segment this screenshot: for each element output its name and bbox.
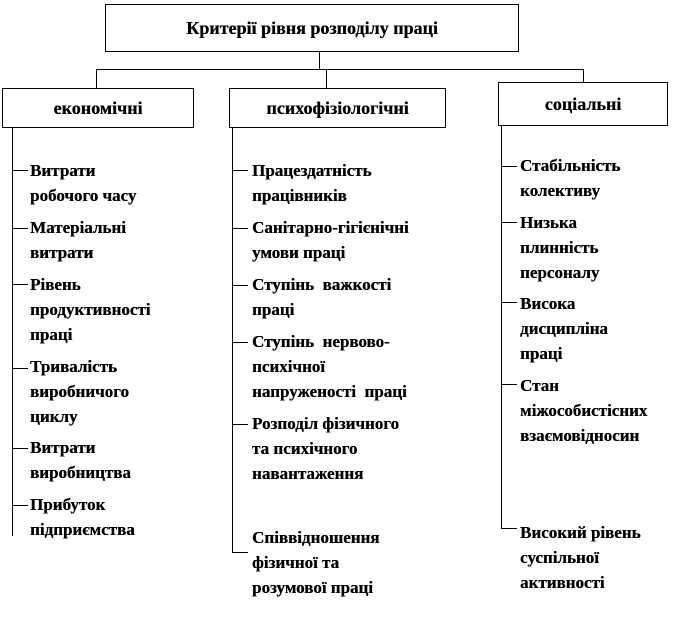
category-box-economic <box>2 88 194 128</box>
criterion-item: Низька плинність персоналу <box>520 213 600 282</box>
category-header-psychophysiological: психофізіологічні <box>266 97 409 118</box>
col1-spine <box>12 128 13 536</box>
category-header-economic: економічні <box>53 97 143 118</box>
criterion-item: Ступінь нервово- психічної напруженості праці <box>252 332 407 401</box>
criterion-item: Співвідношення фізичної та розумової праці <box>252 528 380 597</box>
col1-tick <box>12 505 28 506</box>
branch-connector-horizontal <box>96 69 584 70</box>
col2-tick <box>232 552 248 553</box>
criterion-item: Матеріальні витрати <box>30 218 126 262</box>
criterion-item: Тривалість виробничого циклу <box>30 357 129 426</box>
col3-tick <box>501 528 517 529</box>
criterion-item: Розподіл фізичного та психічного навантаження <box>252 414 399 483</box>
col1-tick <box>12 368 28 369</box>
criterion-item: Високий рівень суспільної активності <box>520 523 641 592</box>
root-title: Критерії рівня розподілу праці <box>186 17 438 38</box>
col2-spine <box>232 128 233 553</box>
criterion-item: Стан міжособистісних взаємовідносин <box>520 376 648 445</box>
col3-spine <box>501 126 502 528</box>
col2-tick <box>232 228 248 229</box>
criterion-item: Висока дисципліна праці <box>520 294 608 363</box>
col3-tick <box>501 166 517 167</box>
category-box-psychophysiological <box>229 88 446 128</box>
branch-connector-col3 <box>583 69 584 82</box>
col3-tick <box>501 302 517 303</box>
criterion-item: Санітарно-гігієнічні умови праці <box>252 218 409 262</box>
criterion-item: Працездатність працівників <box>252 161 372 205</box>
col2-tick <box>232 342 248 343</box>
col1-tick <box>12 448 28 449</box>
col1-tick <box>12 170 28 171</box>
col2-tick <box>232 424 248 425</box>
criterion-item: Стабільність колективу <box>520 156 621 200</box>
col2-tick <box>232 285 248 286</box>
col2-tick <box>232 170 248 171</box>
category-box-social <box>498 82 668 126</box>
col3-tick <box>501 384 517 385</box>
criterion-item: Витрати робочого часу <box>30 161 137 205</box>
category-header-social: соціальні <box>544 93 622 114</box>
col1-tick <box>12 228 28 229</box>
root-connector-vertical <box>319 52 320 69</box>
criterion-item: Рівень продуктивності праці <box>30 275 151 344</box>
col3-tick <box>501 222 517 223</box>
branch-connector-col2 <box>326 69 327 88</box>
col1-tick <box>12 284 28 285</box>
root-title-box <box>105 4 519 52</box>
criterion-item: Ступінь важкості праці <box>252 275 392 319</box>
criterion-item: Прибуток підприємства <box>30 495 135 539</box>
branch-connector-col1 <box>96 69 97 88</box>
criterion-item: Витрати виробництва <box>30 438 131 482</box>
